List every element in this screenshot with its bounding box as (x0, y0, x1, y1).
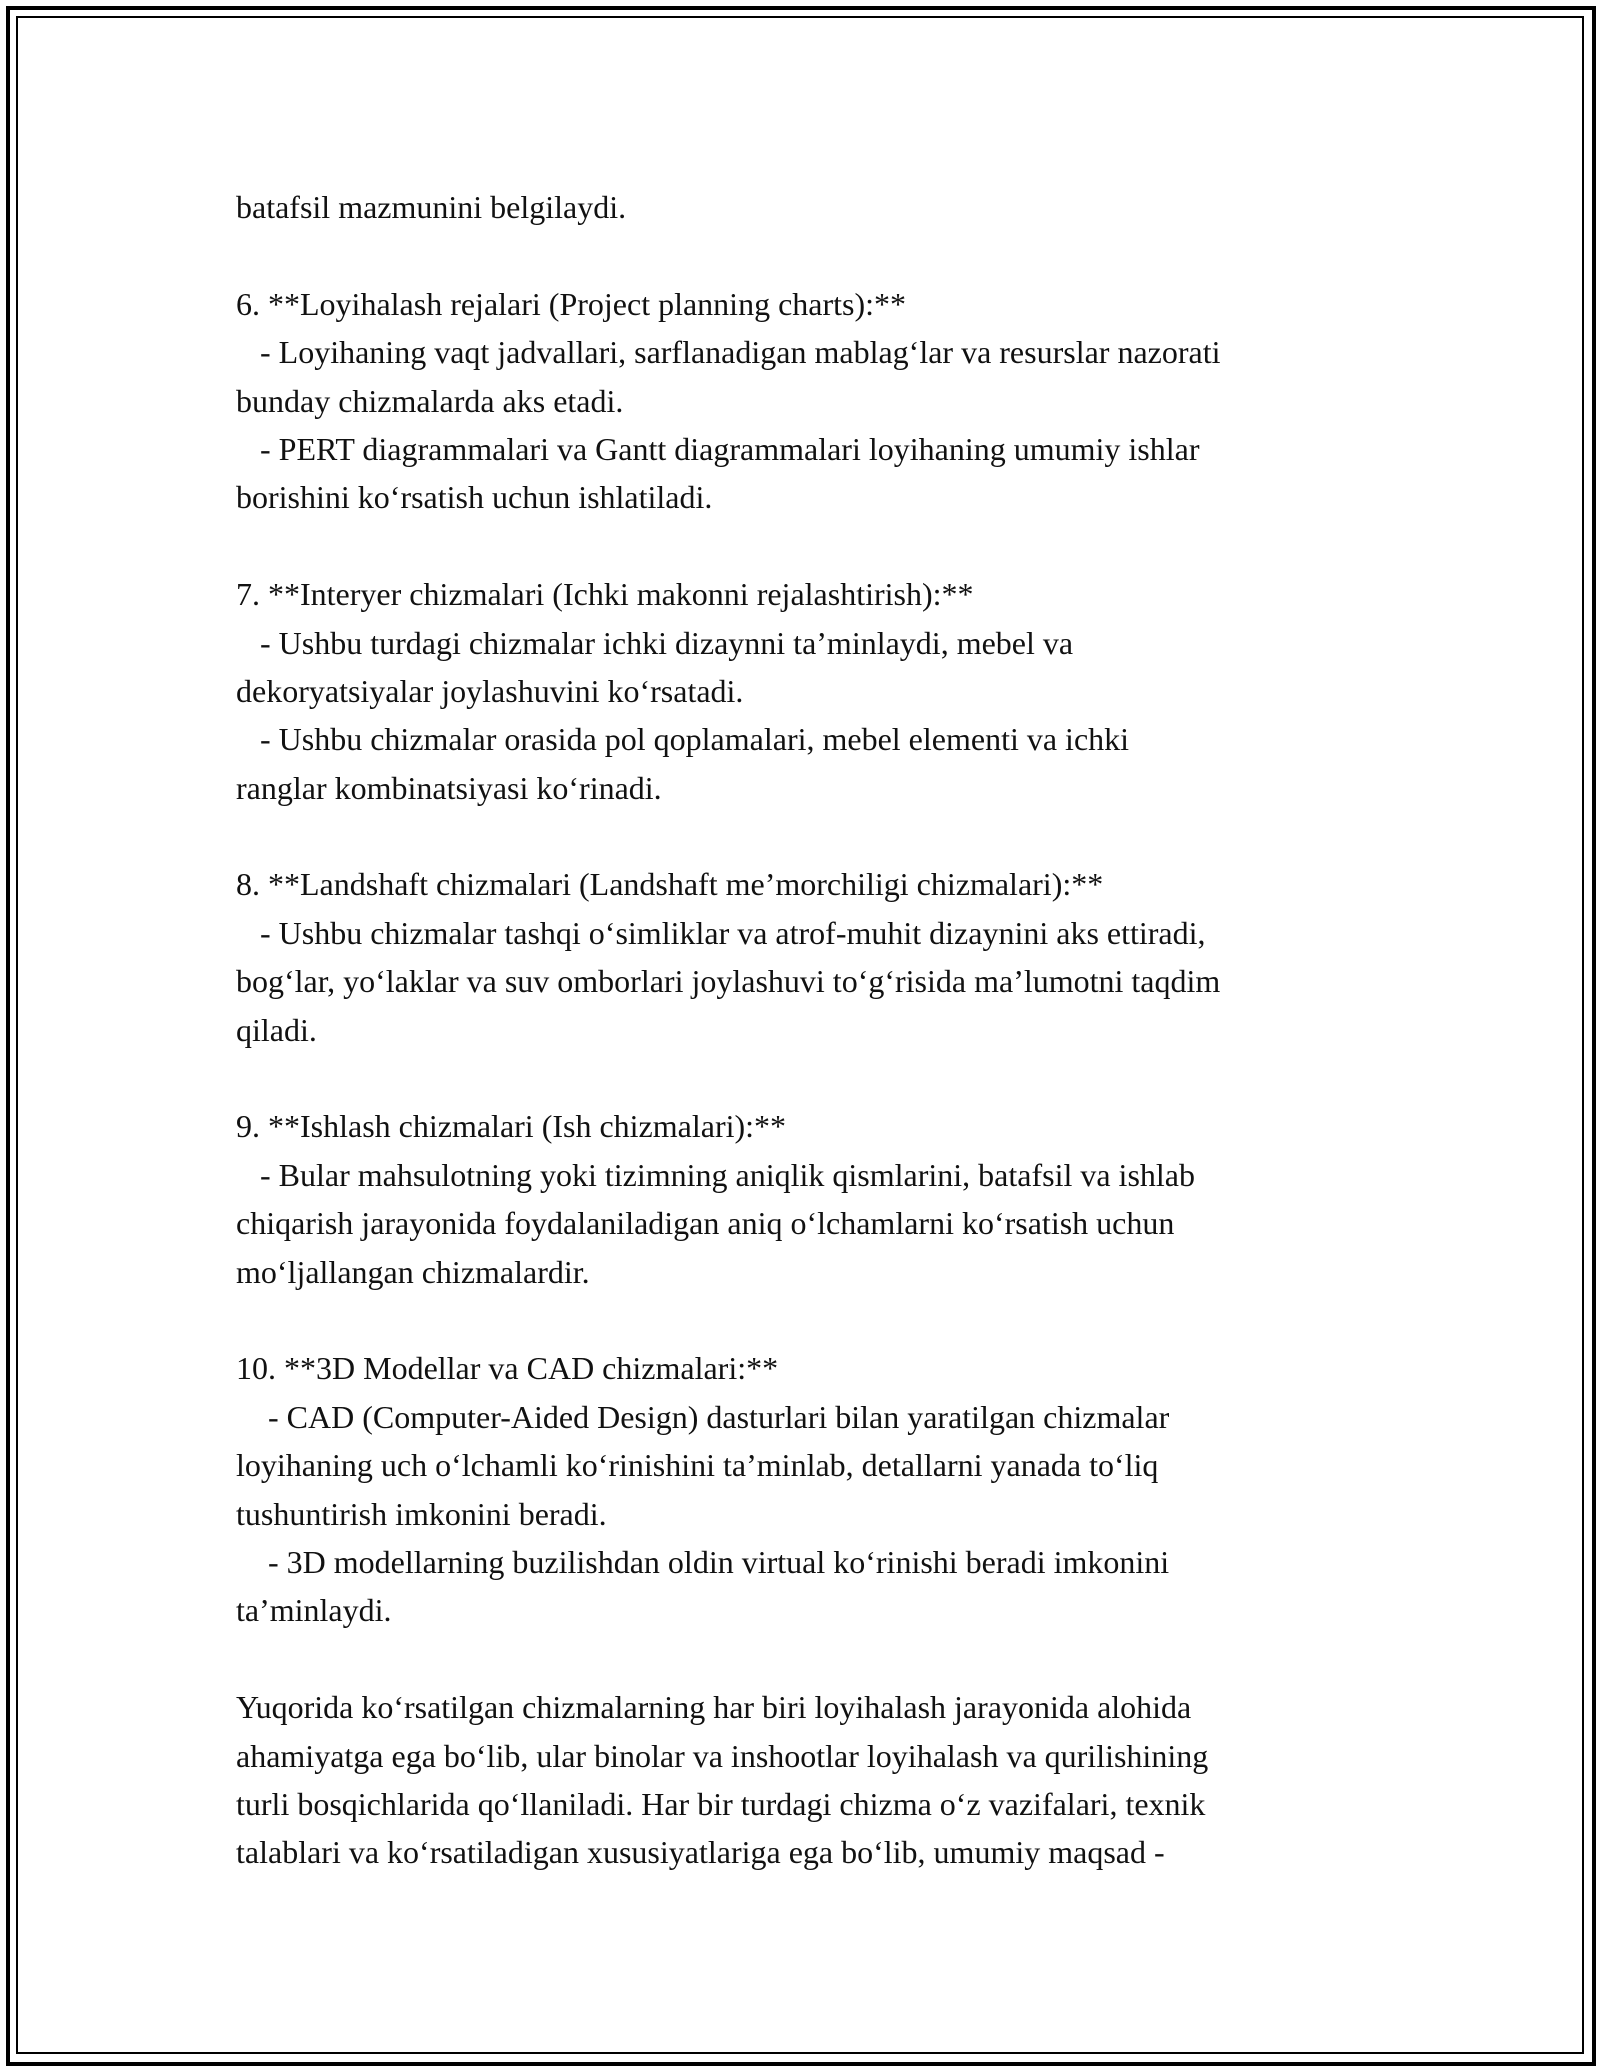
text-line: ranglar kombinatsiyasi ko‘rinadi. (236, 769, 662, 806)
blank-line (236, 522, 1376, 570)
section-heading-7: 7. **Interyer chizmalari (Ichki makonni rejalashtirish):** (236, 576, 974, 613)
text-line: - Ushbu chizmalar tashqi o‘simliklar va atrof-muhit dizaynini aks ettiradi, (236, 914, 1206, 951)
text-line: - Bular mahsulotning yoki tizimning aniqlik qismlarini, batafsil va ishlab (236, 1156, 1195, 1193)
text-line: dekoryatsiyalar joylashuvini ko‘rsatadi. (236, 672, 744, 709)
blank-line (236, 1635, 1376, 1683)
blank-line (236, 1296, 1376, 1344)
text-line: - PERT diagrammalari va Gantt diagrammalari loyihaning umumiy ishlar (236, 430, 1200, 467)
section-heading-10: 10. **3D Modellar va CAD chizmalari:** (236, 1350, 779, 1387)
text-line: bog‘lar, yo‘laklar va suv omborlari joylashuvi to‘g‘risida ma’lumotni taqdim (236, 963, 1221, 1000)
text-line: - Loyihaning vaqt jadvallari, sarflanadigan mablag‘lar va resurslar nazorati (236, 334, 1221, 371)
section-heading-6: 6. **Loyihalash rejalari (Project planning charts):** (236, 285, 907, 322)
blank-line (236, 231, 1376, 279)
blank-line (236, 1054, 1376, 1102)
text-line: - CAD (Computer-Aided Design) dasturlari bilan yaratilgan chizmalar (236, 1398, 1170, 1435)
text-line: qiladi. (236, 1011, 317, 1048)
section-heading-8: 8. **Landshaft chizmalari (Landshaft me’morchiligi chizmalari):** (236, 866, 1104, 903)
conclusion-line: turli bosqichlarida qo‘llaniladi. Har bir turdagi chizma o‘z vazifalari, texnik (236, 1785, 1206, 1822)
text-line: - Ushbu chizmalar orasida pol qoplamalari, mebel elementi va ichki (236, 721, 1130, 758)
text-line: chiqarish jarayonida foydalaniladigan aniq o‘lchamlarni ko‘rsatish uchun (236, 1205, 1175, 1242)
document-body (236, 183, 1376, 1877)
text-line: loyihaning uch o‘lchamli ko‘rinishini ta’minlab, detallarni yanada to‘liq (236, 1447, 1159, 1484)
conclusion-line: Yuqorida ko‘rsatilgan chizmalarning har biri loyihalash jarayonida alohida (236, 1689, 1192, 1726)
blank-line (236, 812, 1376, 860)
section-heading-9: 9. **Ishlash chizmalari (Ish chizmalari):** (236, 1108, 787, 1145)
text-line: batafsil mazmunini belgilaydi. (236, 189, 627, 225)
text-line: mo‘ljallangan chizmalardir. (236, 1253, 590, 1290)
text-line: ta’minlaydi. (236, 1592, 392, 1629)
conclusion-line: talablari va ko‘rsatiladigan xususiyatlariga ega bo‘lib, umumiy maqsad - (236, 1834, 1165, 1871)
text-line: bunday chizmalarda aks etadi. (236, 382, 624, 419)
text-line: - Ushbu turdagi chizmalar ichki dizaynni ta’minlaydi, mebel va (236, 624, 1074, 661)
text-line: tushuntirish imkonini beradi. (236, 1495, 607, 1532)
conclusion-line: ahamiyatga ega bo‘lib, ular binolar va inshootlar loyihalash va qurilishining (236, 1737, 1209, 1774)
text-line: borishini ko‘rsatish uchun ishlatiladi. (236, 479, 713, 516)
text-line: - 3D modellarning buzilishdan oldin virtual ko‘rinishi beradi imkonini (236, 1543, 1170, 1580)
